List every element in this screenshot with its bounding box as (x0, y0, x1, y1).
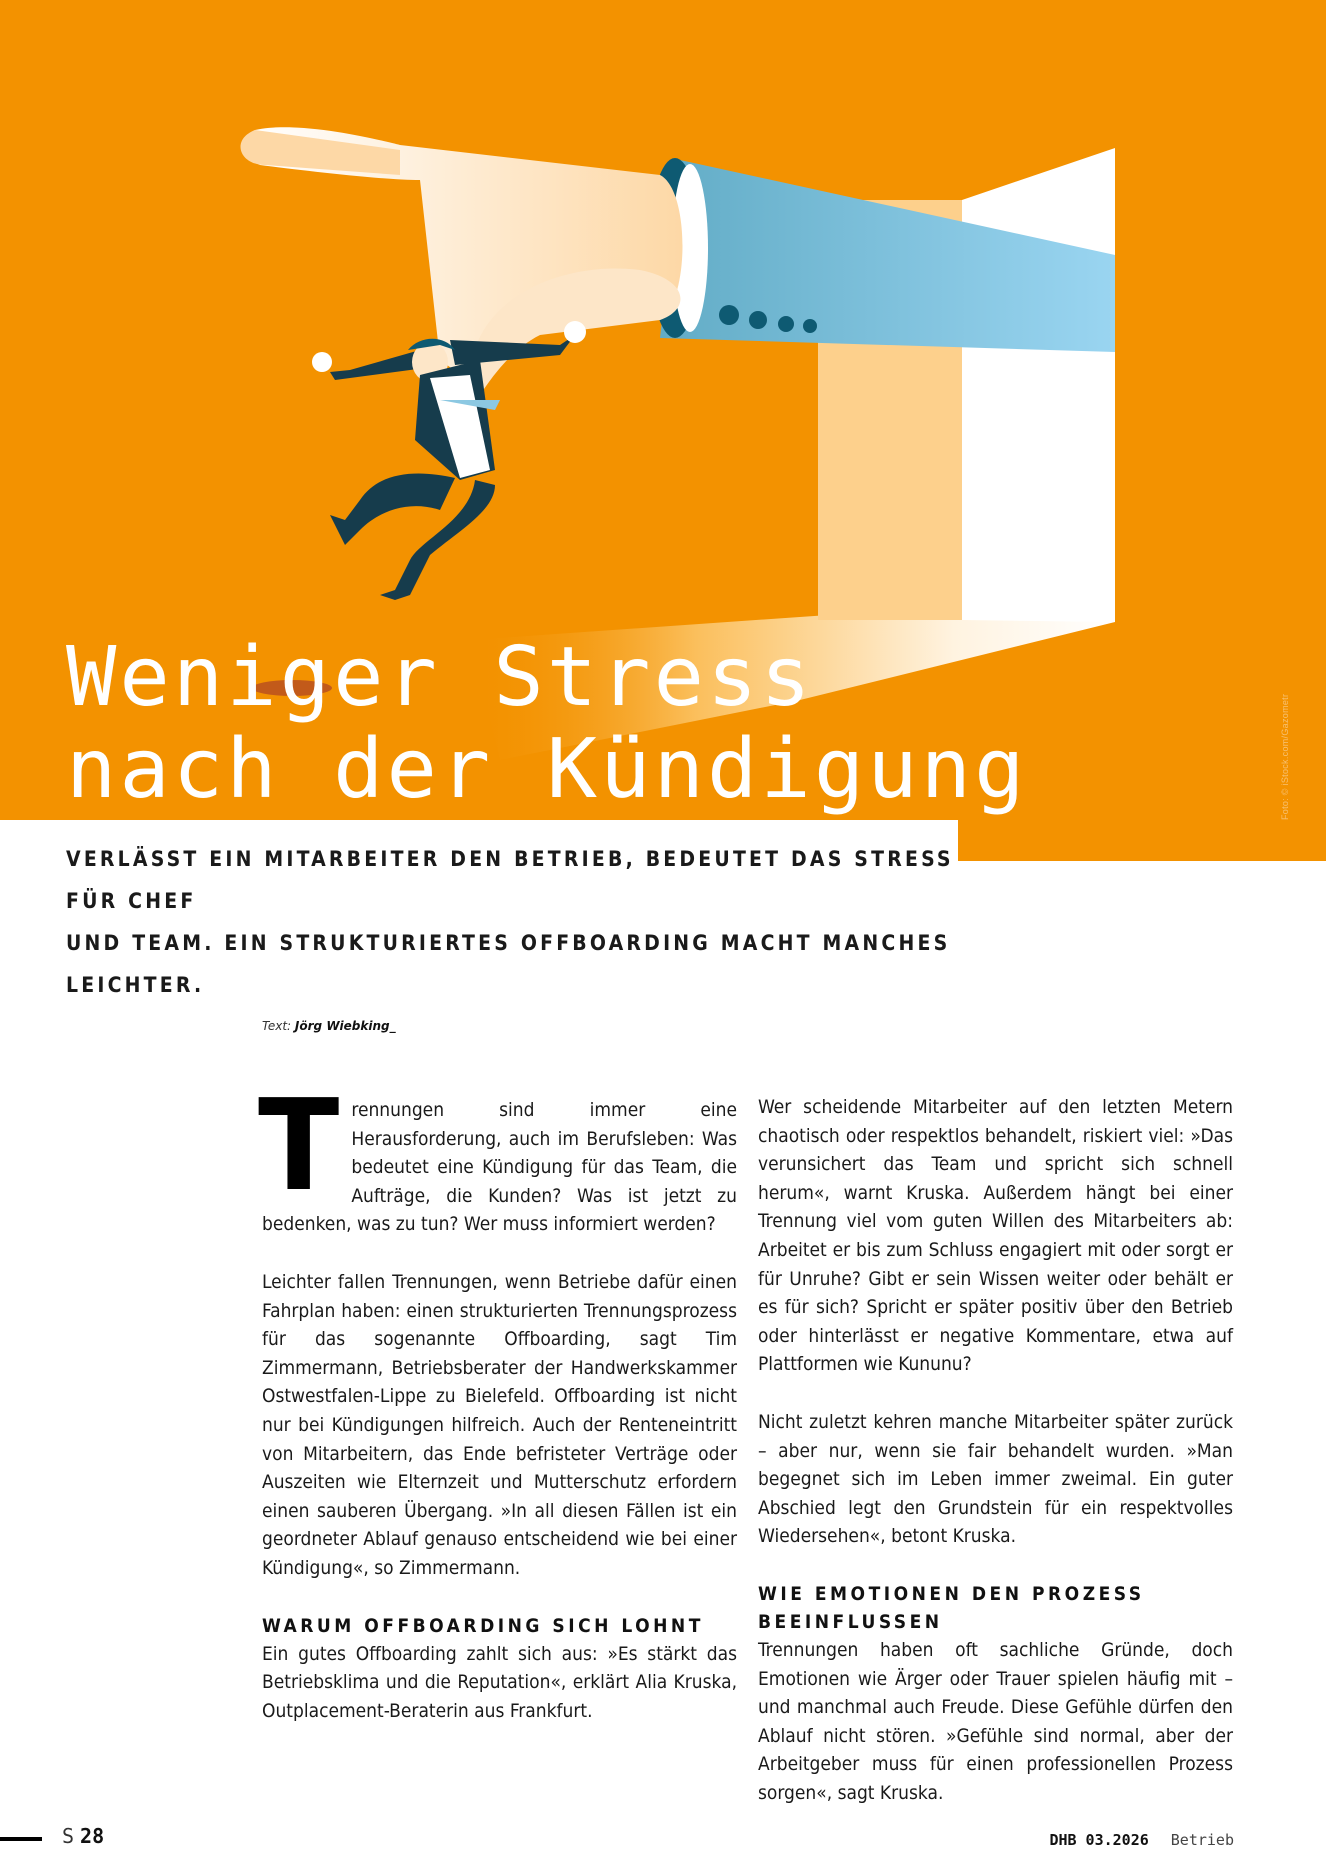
title-line-2: nach der Kündigung (66, 722, 1028, 817)
sleeve-button-3 (778, 316, 794, 332)
paragraph: Leichter fallen Trennungen, wenn Betriebe dafür einen Fahrplan haben: einen strukturierten Trennungsprozess für das sogenannte Offboarding, sagt Tim Zimmermann, Betriebsberater der Handwerkskammer Ostwestfalen-Lippe zu Bielefeld. Offboarding ist nicht nur bei Kündigungen hilfreich. Auch der Renteneintritt von Mitarbeitern, das Ende befristeter Verträge oder Auszeiten wie Elternzeit und Mutterschutz erfordern einen sauberen Übergang. »In all diesen Fällen ist ein geordneter Ablauf genauso entscheidend wie bei einer Kündigung«, so Zimmermann. (262, 1270, 737, 1579)
sleeve-button-1 (719, 305, 739, 325)
section-heading: WARUM OFFBOARDING SICH LOHNT (262, 1614, 704, 1637)
paragraph: Wer scheidende Mitarbeiter auf den letzten Metern chaotisch oder respektlos behandelt, riskiert viel: »Das verunsichert das Team und spricht sich schnell herum«, warnt Kruska. Außerdem hängt bei einer Trennung viel vom guten Willen des Mitarbeiters ab: Arbeitet er bis zum Schluss engagiert mit oder sorgt er für Unruhe? Gibt er sein Wissen weiter oder behält er es für sich? Spricht er später positiv über den Betrieb oder hinterlässt er negative Kommentare, etwa auf Plattformen wie Kununu? (758, 1096, 1233, 1376)
footer-issue-info (1049, 1831, 1234, 1849)
article-deck (66, 838, 966, 1006)
issue-label: DHB 03.2026 (1049, 1831, 1149, 1849)
section-label: Betrieb (1170, 1831, 1234, 1849)
deck-line-2: UND TEAM. EIN STRUKTURIERTES OFFBOARDING MACHT MANCHES LEICHTER. (66, 931, 951, 997)
article-column-left (258, 1072, 737, 1754)
page-number (62, 1824, 104, 1848)
article-column-right (758, 1093, 1233, 1836)
byline-author: Jörg Wiebking_ (294, 1019, 396, 1033)
intro-text: rennungen sind immer eine Herausforderung, auch im Berufsleben: Was bedeutet eine Kündigung für das Team, die Aufträge, die Kunden? Was ist jetzt zu bedenken, was zu tun? Wer muss informiert werden? (262, 1099, 737, 1236)
hero-banner (0, 0, 1326, 861)
title-line-1: Weniger Stress (66, 630, 814, 725)
paragraph: Ein gutes Offboarding zahlt sich aus: »Es stärkt das Betriebsklima und die Reputation«, erklärt Alia Kruska, Outplacement-Beraterin aus Frankfurt. (262, 1642, 737, 1722)
sleeve-button-2 (749, 311, 767, 329)
paragraph: Nicht zuletzt kehren manche Mitarbeiter später zurück – aber nur, wenn sie fair behandelt wurden. »Man begegnet sich im Leben immer zweimal. Ein guter Abschied legt den Grundstein für ein respektvolles Wiedersehen«, betont Kruska. (758, 1410, 1233, 1548)
byline-label: Text: (262, 1019, 292, 1033)
footer-rule (0, 1837, 42, 1841)
door-opening-shape (962, 148, 1115, 622)
paragraph: Trennungen haben oft sachliche Gründe, doch Emotionen wie Ärger oder Trauer spielen häufig mit – und manchmal auch Freude. Diese Gefühle dürfen den Ablauf nicht stören. »Gefühle sind normal, aber der Arbeitgeber muss für einen professionellen Prozess sorgen«, sagt Kruska. (758, 1638, 1233, 1804)
sleeve-button-4 (803, 319, 817, 333)
drop-cap: T (258, 1072, 340, 1219)
section-heading: WIE EMOTIONEN DEN PROZESS BEEINFLUSSEN (758, 1582, 1145, 1633)
photo-credit: Foto: © iStock.com/Gazometr (1280, 693, 1290, 820)
byline (262, 1019, 396, 1033)
deck-line-1: VERLÄSST EIN MITARBEITER DEN BETRIEB, BEDEUTET DAS STRESS FÜR CHEF (66, 847, 954, 913)
page-number-value: 28 (80, 1824, 105, 1848)
page-prefix: S (62, 1824, 75, 1848)
page-title (66, 632, 1027, 816)
intro-paragraph (258, 1072, 737, 1239)
